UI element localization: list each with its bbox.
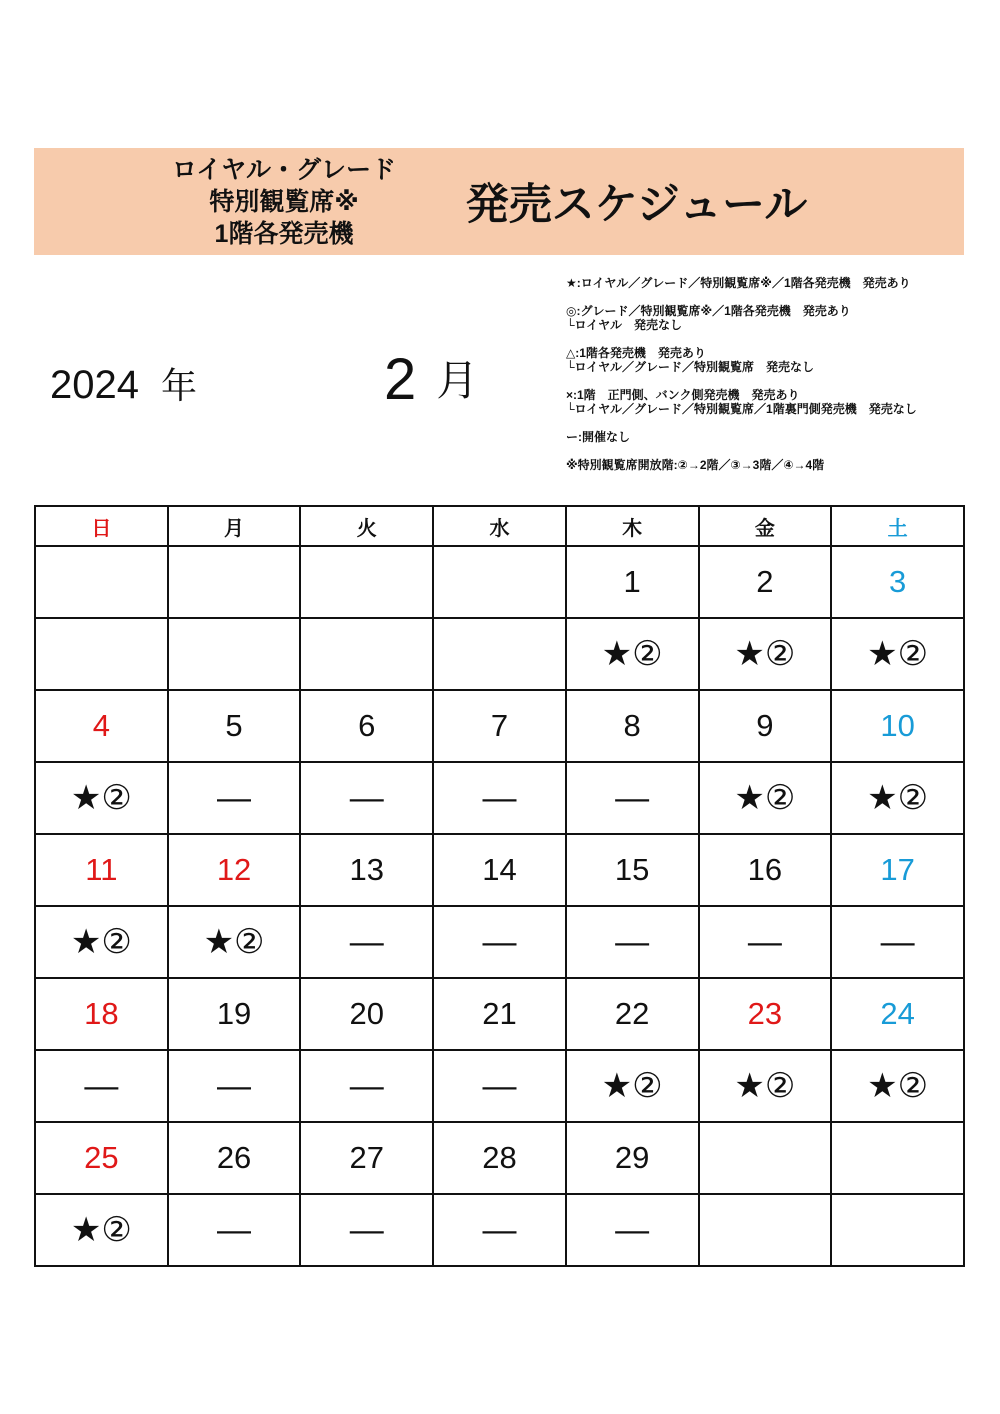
mark-row	[35, 618, 964, 690]
page-title: 発売スケジュール	[465, 181, 808, 229]
sale-status: ―	[831, 906, 964, 978]
venue-line: 特別観覧席※	[209, 187, 359, 216]
weekday-header-row	[35, 506, 964, 546]
legend-text: ー:開催なし	[566, 430, 630, 444]
day-number: 25	[35, 1122, 168, 1194]
sale-status: ―	[433, 1050, 566, 1122]
day-number: 28	[433, 1122, 566, 1194]
sale-status: ―	[168, 1194, 301, 1266]
day-number: 15	[566, 834, 699, 906]
sale-status: ―	[300, 1050, 433, 1122]
day-number: 20	[300, 978, 433, 1050]
legend-text: ※特別観覧席開放階:②→2階／③→3階／④→4階	[566, 458, 825, 472]
sale-status: ★②	[35, 1194, 168, 1266]
day-number: 1	[566, 546, 699, 618]
day-number: 12	[168, 834, 301, 906]
day-number: 3	[831, 546, 964, 618]
legend-item	[566, 388, 986, 416]
calendar-table	[34, 505, 965, 1267]
weekday-mon: 月	[168, 506, 301, 546]
legend-item	[566, 346, 986, 374]
legend-item	[566, 430, 986, 444]
day-number: 27	[300, 1122, 433, 1194]
day-number	[300, 546, 433, 618]
sale-status: ―	[699, 906, 832, 978]
mark-row	[35, 906, 964, 978]
legend-item	[566, 458, 986, 472]
date-row	[35, 690, 964, 762]
date-row	[35, 546, 964, 618]
day-number: 24	[831, 978, 964, 1050]
legend-text: ◎:グレード／特別観覧席※／1階各発売機 発売あり	[566, 304, 851, 318]
month-number: 2	[384, 347, 417, 412]
sale-status	[831, 1194, 964, 1266]
date-row	[35, 1122, 964, 1194]
day-number: 23	[699, 978, 832, 1050]
sale-status: ―	[300, 906, 433, 978]
sale-status: ―	[566, 906, 699, 978]
legend-subtext: └ロイヤル 発売なし	[566, 318, 683, 332]
day-number: 4	[35, 690, 168, 762]
sale-status: ★②	[566, 618, 699, 690]
mark-row	[35, 1194, 964, 1266]
venue-lines	[94, 148, 474, 255]
day-number	[699, 1122, 832, 1194]
sale-status: ★②	[168, 906, 301, 978]
day-number: 8	[566, 690, 699, 762]
legend-item	[566, 304, 986, 332]
day-number: 2	[699, 546, 832, 618]
sale-status: ―	[566, 1194, 699, 1266]
day-number	[35, 546, 168, 618]
mark-row	[35, 762, 964, 834]
year-number: 2024	[50, 363, 139, 407]
sale-status: ―	[433, 906, 566, 978]
sale-status: ★②	[831, 762, 964, 834]
day-number	[168, 546, 301, 618]
day-number: 26	[168, 1122, 301, 1194]
sale-status	[35, 618, 168, 690]
day-number: 9	[699, 690, 832, 762]
day-number: 17	[831, 834, 964, 906]
sale-status: ―	[300, 1194, 433, 1266]
sale-status	[168, 618, 301, 690]
legend-text: ★:ロイヤル／グレード／特別観覧席※／1階各発売機 発売あり	[566, 276, 911, 290]
legend-subtext: └ロイヤル／グレード／特別観覧席 発売なし	[566, 360, 815, 374]
sale-status: ―	[433, 762, 566, 834]
year-unit: 年	[160, 365, 197, 406]
venue-line: ロイヤル・グレード	[171, 155, 396, 184]
month-label	[384, 346, 478, 413]
venue-line: 1階各発売機	[214, 219, 354, 248]
sale-status: ―	[566, 762, 699, 834]
sale-status: ★②	[831, 618, 964, 690]
sale-status: ―	[300, 762, 433, 834]
day-number: 18	[35, 978, 168, 1050]
day-number: 11	[35, 834, 168, 906]
date-row	[35, 978, 964, 1050]
mark-row	[35, 1050, 964, 1122]
weekday-tue: 火	[300, 506, 433, 546]
sale-status: ―	[168, 1050, 301, 1122]
day-number	[433, 546, 566, 618]
day-number: 10	[831, 690, 964, 762]
weekday-sun: 日	[35, 506, 168, 546]
sale-status: ★②	[831, 1050, 964, 1122]
weekday-sat: 土	[831, 506, 964, 546]
year-label	[50, 358, 197, 409]
date-row	[35, 834, 964, 906]
sale-status: ★②	[35, 906, 168, 978]
day-number: 13	[300, 834, 433, 906]
weekday-thu: 木	[566, 506, 699, 546]
day-number: 22	[566, 978, 699, 1050]
weekday-wed: 水	[433, 506, 566, 546]
sale-status	[433, 618, 566, 690]
sale-status	[699, 1194, 832, 1266]
sale-status: ★②	[35, 762, 168, 834]
legend-subtext: └ロイヤル／グレード／特別観覧席／1階裏門側発売機 発売なし	[566, 402, 917, 416]
day-number: 5	[168, 690, 301, 762]
sale-status: ―	[35, 1050, 168, 1122]
sale-status: ★②	[699, 618, 832, 690]
day-number: 21	[433, 978, 566, 1050]
legend-text: ×:1階 正門側、バンク側発売機 発売あり	[566, 388, 800, 402]
sale-status	[300, 618, 433, 690]
header-banner	[34, 148, 964, 255]
sale-status: ―	[168, 762, 301, 834]
sale-status: ★②	[566, 1050, 699, 1122]
legend-text: △:1階各発売機 発売あり	[566, 346, 706, 360]
day-number: 29	[566, 1122, 699, 1194]
day-number: 16	[699, 834, 832, 906]
sale-status: ★②	[699, 762, 832, 834]
day-number: 19	[168, 978, 301, 1050]
day-number	[831, 1122, 964, 1194]
weekday-fri: 金	[699, 506, 832, 546]
month-unit: 月	[436, 357, 479, 404]
legend-item	[566, 276, 986, 290]
sale-status: ―	[433, 1194, 566, 1266]
sale-status: ★②	[699, 1050, 832, 1122]
day-number: 6	[300, 690, 433, 762]
legend	[566, 276, 986, 486]
day-number: 7	[433, 690, 566, 762]
day-number: 14	[433, 834, 566, 906]
